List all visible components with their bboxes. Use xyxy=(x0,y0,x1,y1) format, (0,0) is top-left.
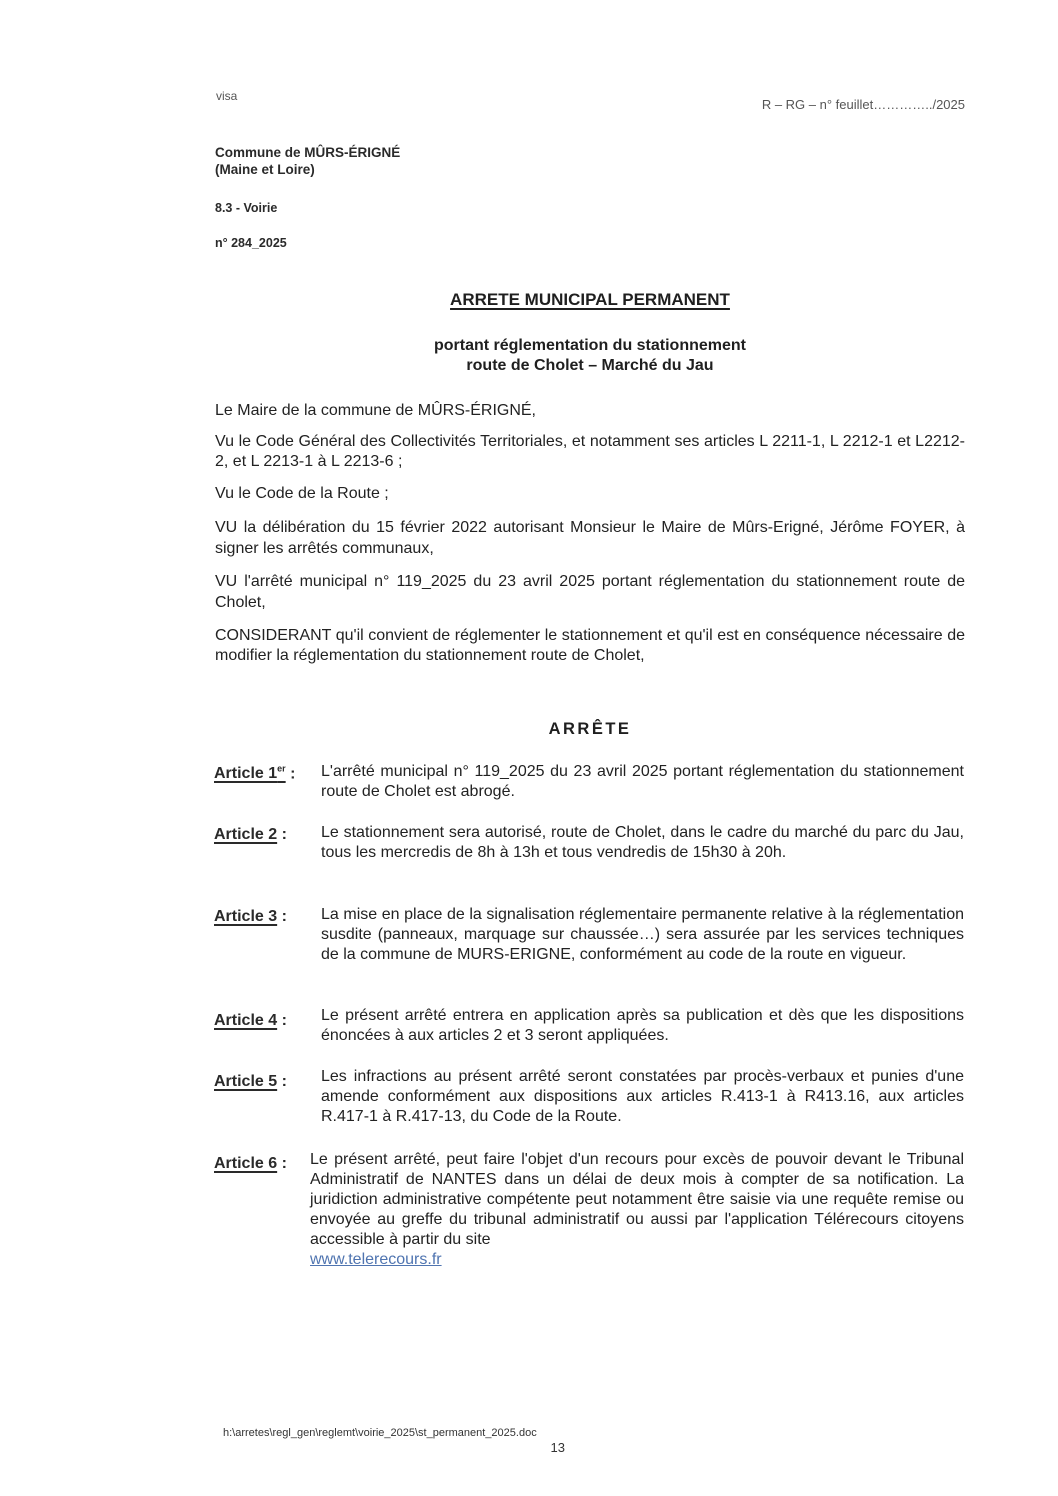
footer-file-path: h:\arretes\regl_gen\reglemt\voirie_2025\st_permanent_2025.doc xyxy=(223,1427,537,1439)
document-title-text: ARRETE MUNICIPAL PERMANENT xyxy=(450,290,730,309)
article-4-text: Le présent arrêté entrera en application après sa publication et dès que les dispositions énoncées à aux articles 2 et 3 seront appliquées. xyxy=(321,1007,964,1044)
article-1-label: Article 1er : xyxy=(214,764,296,783)
telerecours-link[interactable]: www.telerecours.fr xyxy=(310,1251,442,1268)
commune-department: (Maine et Loire) xyxy=(215,162,315,177)
document-title xyxy=(300,290,880,310)
article-6-body: Le présent arrêté, peut faire l'objet d'un recours pour excès de pouvoir devant le Tribunal Administratif de NANTES dans un délai de deux mois à compter de sa notification. La juridiction administrative compétente peut notamment être saisie via une requête remise ou envoyée au greffe du tribunal administratif ou aussi par l'application Télérecours citoyens accessible à partir du site xyxy=(310,1151,964,1248)
article-3-text: La mise en place de la signalisation réglementaire permanente relative à la réglementation susdite (panneaux, marquage sur chaussée…) sera assurée par les services techniques de la commune de MURS-ERIGNE, conformément au code de la route en vigueur. xyxy=(321,906,964,963)
article-1-text: L'arrêté municipal n° 119_2025 du 23 avril 2025 portant réglementation du stationnement route de Cholet est abrogé. xyxy=(321,763,964,800)
article-5-label: Article 5 : xyxy=(214,1073,287,1090)
commune-name: Commune de MÛRS-ÉRIGNÉ xyxy=(215,145,401,160)
subtitle-line-1: portant réglementation du stationnement xyxy=(433,337,746,354)
arrete-heading: ARRÊTE xyxy=(548,720,632,738)
article-6-label: Article 6 : xyxy=(214,1155,287,1172)
page-number: 13 xyxy=(550,1440,565,1455)
subtitle-line-2: route de Cholet – Marché du Jau xyxy=(466,357,714,374)
decree-number: n° 284_2025 xyxy=(215,236,287,250)
sheet-reference: R – RG – n° feuillet…………../2025 xyxy=(761,97,965,112)
commune-block xyxy=(215,144,400,178)
visa-label: visa xyxy=(216,89,238,103)
preamble-code-route: Vu le Code de la Route ; xyxy=(215,485,389,502)
preamble-previous-decree: VU l'arrêté municipal n° 119_2025 du 23 avril 2025 portant réglementation du stationnement route de Cholet, xyxy=(215,573,965,611)
category-label: 8.3 - Voirie xyxy=(215,201,278,215)
article-3-label: Article 3 : xyxy=(214,908,287,925)
preamble-cgct: Vu le Code Général des Collectivités Territoriales, et notamment ses articles L 2211-1, L 2212-1 et L2212-2, et L 2213-1 à L 2213-6 ; xyxy=(215,433,965,470)
article-5-text: Les infractions au présent arrêté seront constatées par procès-verbaux et punies d'une amende conformément aux dispositions aux articles R.413-1 à R413.16, aux articles R.417-1 à R.417-13, du Code de la Route. xyxy=(321,1068,964,1125)
article-2-text: Le stationnement sera autorisé, route de Cholet, dans le cadre du marché du parc du Jau, tous les mercredis de 8h à 13h et tous vendredis de 15h30 à 20h. xyxy=(321,824,964,861)
preamble-considerant: CONSIDERANT qu'il convient de réglementer le stationnement et qu'il est en conséquence nécessaire de modifier la réglementation du stationnement route de Cholet, xyxy=(215,627,965,664)
article-4-label: Article 4 : xyxy=(214,1012,287,1029)
article-6-text xyxy=(310,1150,964,1270)
preamble-deliberation: VU la délibération du 15 février 2022 autorisant Monsieur le Maire de Mûrs-Erigné, Jérôme FOYER, à signer les arrêtés communaux, xyxy=(215,519,965,557)
article-2-label: Article 2 : xyxy=(214,826,287,843)
preamble-mayor: Le Maire de la commune de MÛRS-ÉRIGNÉ, xyxy=(215,402,536,419)
document-subtitle xyxy=(300,336,880,376)
